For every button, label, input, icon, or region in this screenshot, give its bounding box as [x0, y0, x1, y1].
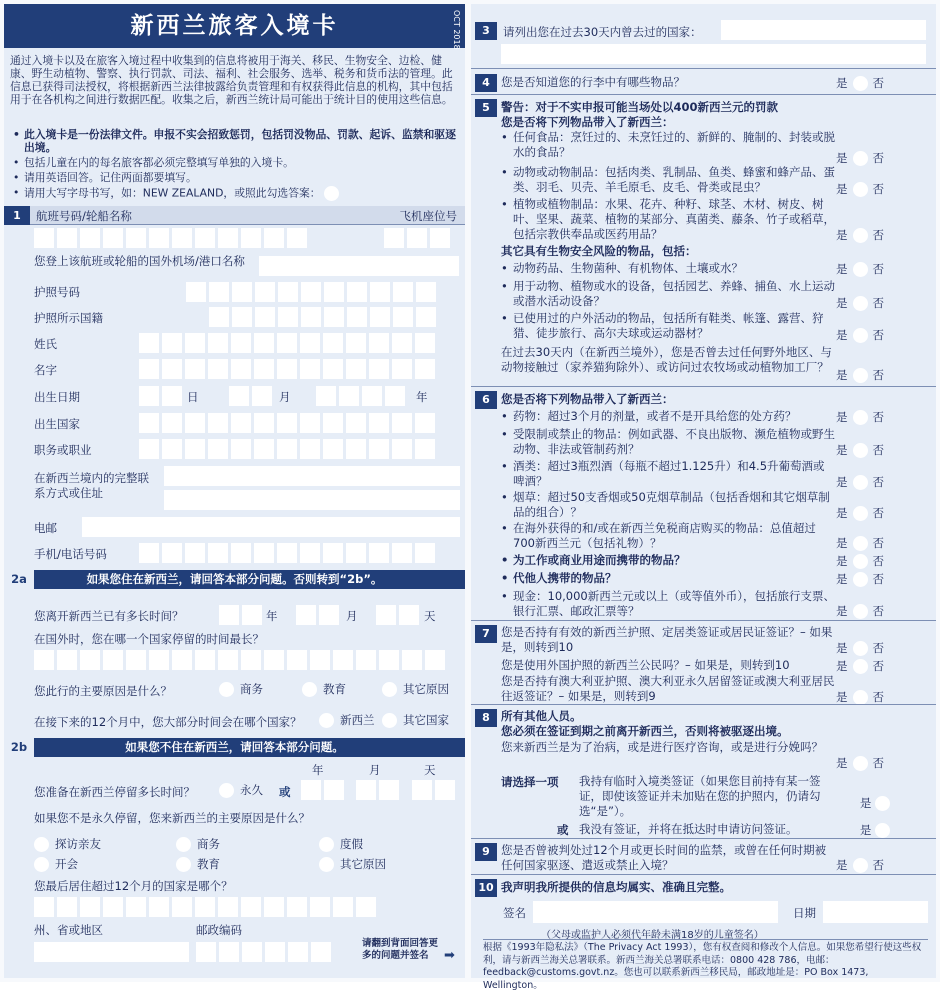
- yes-no-pair[interactable]: 是 否: [836, 151, 884, 165]
- baggage-knowledge-question: 您是否知道您的行李中有哪些物品？: [501, 75, 685, 89]
- signature-field[interactable]: [533, 901, 778, 923]
- radio-icon: [875, 823, 890, 838]
- month-label: 月: [279, 390, 291, 404]
- radio-icon: [34, 857, 49, 872]
- region-label: 州、省或地区: [34, 923, 103, 937]
- next-12-months-label: 在接下来的12个月中，您大部分时间会在哪个国家？: [34, 715, 302, 729]
- countries-visited-label: 请列出您在过去30天内曾去过的国家：: [503, 25, 702, 39]
- section-2a-title: 如果您住在新西兰，请回答本部分问题。否则转到“2b”。: [86, 572, 383, 586]
- medicines-soil-question: • 动物药品、生物菌种、有机物体、土壤或水？: [501, 261, 836, 276]
- days-label: 天: [424, 609, 436, 623]
- radio-icon: [319, 837, 334, 852]
- radio-icon: [34, 837, 49, 852]
- option-business[interactable]: 商务: [176, 836, 220, 852]
- longest-stay-label: 在国外时，您在哪一个国家停留的时间最长？: [34, 632, 264, 646]
- yes-no-pair[interactable]: 是 否: [836, 554, 884, 568]
- given-name-boxes[interactable]: [139, 359, 435, 379]
- option-new-zealand[interactable]: 新西兰: [319, 712, 375, 728]
- outdoor-gear-question: • 已使用过的户外活动的物品，包括所有鞋类、帐篷、露营、狩猎、徒步旅行、高尔夫球或运动器材？: [501, 311, 836, 341]
- radio-icon: [853, 506, 868, 521]
- surname-boxes[interactable]: [139, 333, 435, 353]
- passport-boxes[interactable]: [186, 282, 436, 302]
- occupation-boxes[interactable]: [139, 439, 435, 459]
- yes-no-pair[interactable]: 是 否: [836, 506, 884, 520]
- stay-years-boxes[interactable]: [301, 780, 344, 800]
- phone-boxes[interactable]: [139, 543, 435, 563]
- stay-days-boxes[interactable]: [412, 780, 455, 800]
- visit-reason-label: 如果您不是永久停留，您来新西兰的主要原因是什么？: [34, 811, 310, 825]
- option-education[interactable]: 教育: [176, 856, 220, 872]
- option-other-reason[interactable]: 其它原因: [319, 856, 386, 872]
- years-label: 年: [266, 609, 278, 623]
- card-title: 新西兰旅客入境卡: [4, 4, 465, 48]
- section-6-number: 6: [475, 391, 497, 409]
- address-input-2[interactable]: [164, 490, 460, 510]
- section-4: [471, 68, 936, 90]
- date-field[interactable]: [823, 901, 928, 923]
- or-label: 或: [557, 823, 569, 837]
- duty-free-question: • 在海外获得的和/或在新西兰免税商店购买的物品：总值超过700新西兰元（包括礼物）？: [501, 521, 836, 551]
- port-input[interactable]: [259, 256, 459, 276]
- card-front: [4, 4, 465, 978]
- animal-products-question: • 动物或动物制品：包括肉类、乳制品、鱼类、蜂蜜和蜂产品、蛋类、羽毛、贝壳、羊毛原毛、皮毛、骨类或昆虫？: [501, 165, 836, 195]
- no-visa-yes[interactable]: 是: [860, 822, 896, 838]
- dob-day-boxes[interactable]: [139, 386, 182, 406]
- yes-no-pair[interactable]: 是 否: [836, 756, 884, 770]
- option-visiting-friends[interactable]: 探访亲友: [34, 836, 101, 852]
- countries-input-2[interactable]: [501, 44, 926, 64]
- stay-months-boxes[interactable]: [356, 780, 399, 800]
- section-number: 2a: [4, 570, 34, 589]
- australian-passport-question: 您是否持有澳大利亚护照、澳大利亚永久居留签证或澳大利亚居民往返签证？– 如果是，则转到9: [501, 674, 835, 703]
- radio-icon: [176, 857, 191, 872]
- section-5-number: 5: [475, 99, 497, 117]
- longest-stay-boxes[interactable]: [34, 650, 445, 670]
- date-label: 日期: [793, 906, 816, 920]
- yes-no-pair[interactable]: 是 否: [836, 228, 884, 242]
- yes-no-pair[interactable]: 是 否: [836, 690, 884, 704]
- trip-reason-label: 您此行的主要原因是什么？: [34, 684, 172, 698]
- intro-text: 通过入境卡以及在旅客入境过程中收集到的信息将被用于海关、移民、生物安全、边检、健康、野生动植物、警察、执行罚款、司法、福利、社会服务、选举、税务和货币法的管理。此信息已获得司法授权，将根据新西兰法律披露给负责管理和有权获得此信息的机构，其中包括用于在各机构之间进行数据匹配。收集之后，新西兰统计局可能出于统计目的使用这些信息。: [10, 54, 453, 106]
- english-note: • 请用英语回答。记住两面都要填写。: [10, 171, 460, 184]
- all-others-heading: 所有其他人员。: [501, 709, 582, 723]
- section-number: 1: [4, 206, 30, 225]
- section-4-number: 4: [475, 74, 497, 92]
- visa-warning: 您必须在签证到期之前离开新西兰，否则将被驱逐出境。: [501, 724, 789, 738]
- section-7-number: 7: [475, 625, 497, 643]
- last-country-boxes[interactable]: [34, 897, 376, 917]
- radio-icon: [853, 328, 868, 343]
- section-2b-bar: [4, 738, 465, 757]
- example-checkbox: [324, 186, 339, 201]
- radio-icon: [853, 659, 868, 674]
- radio-icon: [853, 554, 868, 569]
- yes-no-pair[interactable]: 是 否: [836, 368, 884, 382]
- medicines-question: • 药物：超过3个月的剂量，或者不是开具给您的处方药？: [501, 409, 836, 424]
- yes-no-pair[interactable]: 是 否: [836, 858, 884, 872]
- stay-length-label: 您准备在新西兰停留多长时间？: [34, 785, 195, 799]
- yes-no-pair[interactable]: 是 否: [836, 296, 884, 310]
- radio-icon: [853, 228, 868, 243]
- radio-icon: [382, 713, 397, 728]
- foreign-passport-question: 您是使用外国护照的新西兰公民吗？– 如果是，则转到10: [501, 658, 790, 672]
- years-away-boxes[interactable]: [219, 605, 262, 625]
- radio-icon: [319, 857, 334, 872]
- yes-no-pair[interactable]: 是 否: [836, 659, 884, 673]
- seat-number-boxes[interactable]: [384, 228, 450, 248]
- form-version: OCT 2018: [452, 10, 461, 50]
- goods-heading: 您是否将下列物品带入了新西兰：: [501, 392, 674, 406]
- radio-icon: [853, 641, 868, 656]
- radio-icon: [853, 604, 868, 619]
- radio-icon: [875, 796, 890, 811]
- each-traveller-note: • 包括儿童在内的每名旅客都必须完整填写单独的入境卡。: [10, 156, 460, 169]
- section-9-number: 9: [475, 843, 497, 861]
- section-1-bar: [4, 206, 465, 225]
- radio-icon: [853, 368, 868, 383]
- temporary-visa-option: 我持有临时入境类签证（如果您目前持有某一签证，即使该签证并未加贴在您的护照内，仍请勾选“是”）。: [579, 774, 821, 818]
- radio-icon: [853, 858, 868, 873]
- radio-icon: [853, 572, 868, 587]
- option-other-country[interactable]: 其它国家: [382, 712, 449, 728]
- yes-no-pair[interactable]: 是 否: [836, 604, 884, 618]
- stay-years-label: 年: [312, 763, 324, 777]
- last-country-label: 您最后居住超过12个月的国家是哪个？: [34, 879, 233, 893]
- radio-icon: [853, 443, 868, 458]
- no-visa-option: 我没有签证，并将在抵达时申请访问签证。: [579, 822, 798, 836]
- radio-icon: [853, 536, 868, 551]
- business-goods-question: • 为工作或商业用途而携带的物品？: [501, 553, 836, 568]
- flight-label: 航班号码/轮船名称: [36, 209, 132, 223]
- phone-label: 手机/电话号码: [34, 547, 107, 561]
- yes-no-pair[interactable]: 是 否: [836, 410, 884, 424]
- birth-country-boxes[interactable]: [139, 413, 435, 433]
- days-away-boxes[interactable]: [376, 605, 419, 625]
- or-label: 或: [279, 785, 291, 799]
- nz-passport-question: 您是否持有有效的新西兰护照、定居类签证或居民证签证？– 如果是，则转到10: [501, 625, 833, 654]
- radio-icon: [853, 262, 868, 277]
- wilderness-farm-question: 在过去30天内（在新西兰境外），您是否曾去过任何野外地区、与动物接触过（家养猫狗除外）、或访问过农牧场或动植物加工厂？: [501, 345, 832, 374]
- yes-no-pair[interactable]: 是 否: [836, 182, 884, 196]
- section-5: [471, 94, 936, 382]
- yes-no-pair[interactable]: 是 否: [836, 262, 884, 276]
- flight-number-boxes[interactable]: [34, 228, 307, 248]
- port-label: 您登上该航班或轮船的国外机场/港口名称: [34, 254, 245, 268]
- section-10-number: 10: [475, 879, 497, 897]
- goods-heading: 您是否将下列物品带入了新西兰：: [501, 115, 674, 129]
- biosecurity-heading: 其它具有生物安全风险的物品，包括：: [501, 244, 697, 258]
- dob-label: 出生日期: [34, 390, 80, 404]
- email-label: 电邮: [34, 521, 57, 535]
- radio-icon: [319, 713, 334, 728]
- radio-icon: [853, 296, 868, 311]
- section-9: [471, 838, 936, 872]
- nationality-label: 护照所示国籍: [34, 311, 103, 325]
- time-away-label: 您离开新西兰已有多长时间？: [34, 609, 184, 623]
- option-holiday[interactable]: 度假: [319, 836, 363, 852]
- tobacco-question: • 烟草：超过50支香烟或50克烟草制品（包括香烟和其它烟草制品的组合）？: [501, 490, 836, 520]
- radio-icon: [853, 76, 868, 91]
- nationality-boxes[interactable]: [209, 307, 436, 327]
- legal-notice: • 此入境卡是一份法律文件。申报不实会招致惩罚，包括罚没物品、罚款、起诉、监禁和驱逐出境。: [10, 128, 460, 154]
- radio-icon: [853, 756, 868, 771]
- option-education[interactable]: 教育: [302, 681, 346, 697]
- radio-icon: [853, 182, 868, 197]
- year-label: 年: [416, 390, 428, 404]
- medical-visit-question: 您来新西兰是为了治病，或是进行医疗咨询，或是进行分娩吗？: [501, 740, 823, 754]
- caps-note: • 请用大写字母书写，如：NEW ZEALAND，或照此勾选答案：: [10, 186, 460, 201]
- yes-no-pair[interactable]: 是 否: [836, 475, 884, 489]
- address-label: 在新西兰境内的完整联系方式或住址: [34, 471, 149, 500]
- dob-month-boxes[interactable]: [229, 386, 272, 406]
- email-input[interactable]: [82, 517, 460, 537]
- signature-label: 签名: [503, 906, 526, 920]
- occupation-label: 职务或职业: [34, 443, 92, 457]
- seat-label: 飞机座位号: [399, 209, 457, 223]
- privacy-notice: 根据《1993年隐私法》（The Privacy Act 1993），您有权查阅和修改个人信息。如果您希望行使这些权利，请与新西兰海关总署联系。新西兰海关总署联系电话：0800 428 786，电邮：feedback@customs.govt.nz。您也可以联系新西兰移民局，邮政地址是：PO Box 1473, Wellington。: [483, 939, 928, 992]
- arrow-right-icon: ➡: [444, 948, 455, 963]
- radio-icon: [853, 475, 868, 490]
- given-name-label: 名字: [34, 363, 57, 377]
- birth-country-label: 出生国家: [34, 417, 80, 431]
- radio-icon: [382, 682, 397, 697]
- section-6: [471, 386, 936, 618]
- address-input-1[interactable]: [164, 466, 460, 486]
- temporary-visa-yes[interactable]: 是: [860, 795, 896, 811]
- equipment-question: • 用于动物、植物或水的设备，包括园艺、养蜂、捕鱼、水上运动或潜水活动设备？: [501, 279, 836, 309]
- passport-label: 护照号码: [34, 285, 80, 299]
- section-10: [471, 874, 936, 941]
- guardian-note: （父母或监护人必须代年龄未满18岁的儿童签名）: [541, 930, 764, 941]
- option-business[interactable]: 商务: [219, 681, 263, 697]
- region-input[interactable]: [34, 942, 189, 962]
- others-goods-question: • 代他人携带的物品？: [501, 571, 836, 586]
- day-label: 日: [187, 390, 199, 404]
- yes-no-pair[interactable]: 是 否: [836, 76, 884, 90]
- months-away-boxes[interactable]: [296, 605, 339, 625]
- stay-months-label: 月: [369, 763, 381, 777]
- penalty-warning: 警告：对于不实申报可能当场处以400新西兰元的罚款: [501, 100, 779, 114]
- dob-year-boxes[interactable]: [316, 386, 405, 406]
- yes-no-pair[interactable]: 是 否: [836, 641, 884, 655]
- section-2a-bar: [4, 570, 465, 589]
- radio-icon: [853, 690, 868, 705]
- section-8: [471, 704, 936, 837]
- option-permanent[interactable]: 永久: [219, 782, 263, 798]
- plant-products-question: • 植物或植物制品：水果、花卉、种籽、球茎、木材、树皮、树叶、坚果、蔬菜、植物的某部分、真菌类、藤条、竹子或稻草，包括宗教供奉品或医药用品？: [501, 197, 836, 242]
- months-label: 月: [346, 609, 358, 623]
- section-number: 2b: [4, 738, 34, 757]
- surname-label: 姓氏: [34, 337, 57, 351]
- yes-no-pair[interactable]: 是 否: [836, 328, 884, 342]
- radio-icon: [853, 410, 868, 425]
- yes-no-pair[interactable]: 是 否: [836, 572, 884, 586]
- card-back: [471, 4, 936, 991]
- declaration-text: 我声明我所提供的信息均属实、准确且完整。: [501, 880, 731, 894]
- cash-question: • 现金：10,000新西兰元或以上（或等值外币），包括旅行支票、银行汇票、邮政汇票等？: [501, 589, 836, 619]
- food-question: • 任何食品：烹饪过的、未烹饪过的、新鲜的、腌制的、封装或脱水的食品？: [501, 130, 836, 160]
- section-7: [471, 620, 936, 704]
- criminal-history-question: 您是否曾被判处过12个月或更长时间的监禁，或曾在任何时期被任何国家驱逐、遣返或禁止入境？: [501, 843, 827, 872]
- yes-no-pair[interactable]: 是 否: [836, 443, 884, 457]
- radio-icon: [176, 837, 191, 852]
- option-other-reason[interactable]: 其它原因: [382, 681, 449, 697]
- radio-icon: [853, 151, 868, 166]
- radio-icon: [302, 682, 317, 697]
- countries-input-1[interactable]: [721, 20, 926, 40]
- option-conference[interactable]: 开会: [34, 856, 78, 872]
- stay-days-label: 天: [424, 763, 436, 777]
- alcohol-question: • 酒类：超过3瓶烈酒（每瓶不超过1.125升）和4.5升葡萄酒或啤酒？: [501, 459, 836, 489]
- turn-over-note: 请翻到背面回答更多的问题并签名: [362, 938, 439, 961]
- section-2b-title: 如果您不住在新西兰，请回答本部分问题。: [125, 740, 344, 754]
- yes-no-pair[interactable]: 是 否: [836, 536, 884, 550]
- postcode-boxes[interactable]: [196, 942, 331, 962]
- restricted-items-question: • 受限制或禁止的物品：例如武器、不良出版物、濒危植物或野生动物、非法或管制药剂？: [501, 427, 836, 457]
- choose-one-label: 请选择一项: [501, 775, 559, 789]
- radio-icon: [219, 783, 234, 798]
- section-3-number: 3: [475, 22, 497, 40]
- postcode-label: 邮政编码: [196, 923, 242, 937]
- section-8-number: 8: [475, 709, 497, 727]
- radio-icon: [219, 682, 234, 697]
